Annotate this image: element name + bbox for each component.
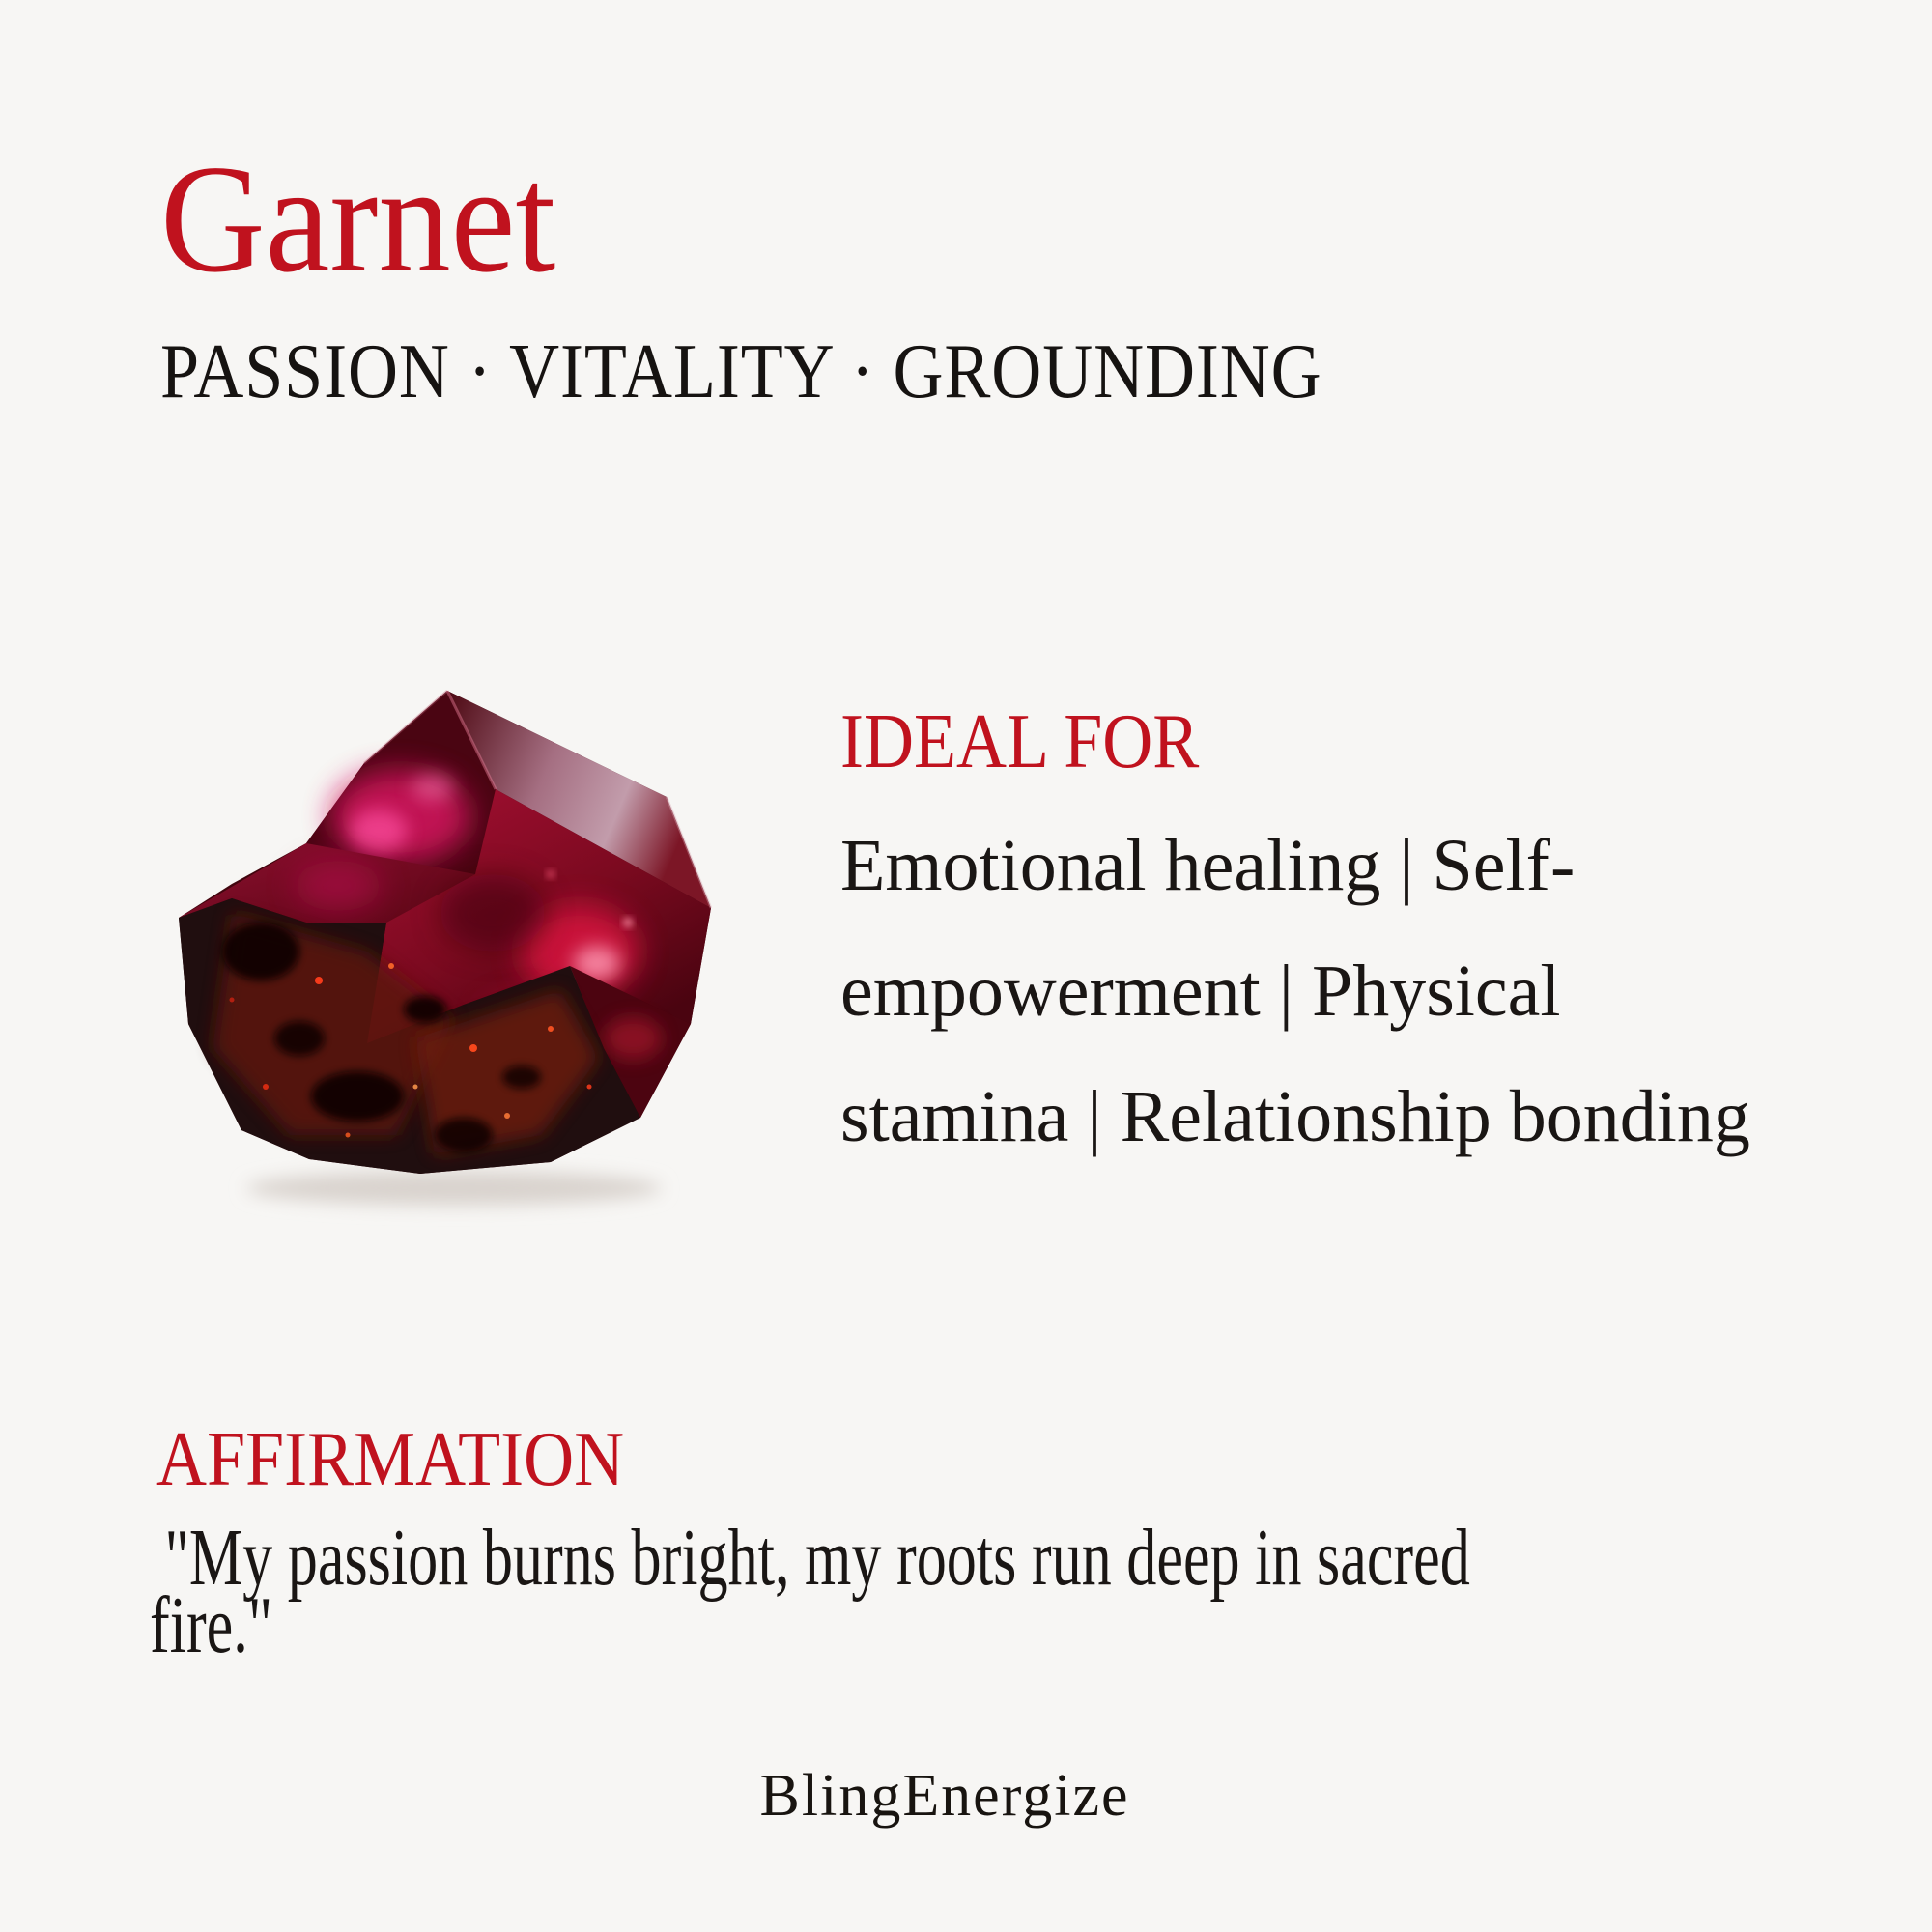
affirmation-heading-text: AFFIRMATION: [156, 1417, 625, 1502]
ideal-for-heading-text: IDEAL FOR: [840, 699, 1200, 784]
ideal-for-line-1: Emotional healing | Self-: [840, 825, 1576, 906]
affirmation-quote-line-1: [150, 1513, 1932, 1603]
ideal-for-list: [840, 803, 1750, 1179]
page-title: [160, 132, 581, 304]
ideal-for-heading: [840, 699, 1239, 784]
keywords-subtitle-text: PASSION · VITALITY · GROUNDING: [160, 329, 1322, 414]
affirmation-quote-line-1-text: "My passion burns bright, my roots run deep in sacred: [150, 1513, 1470, 1603]
page-title-text: Garnet: [160, 132, 556, 304]
ideal-for-line-3: stamina | Relationship bonding: [840, 1076, 1750, 1157]
keywords-subtitle: [160, 329, 1451, 414]
ideal-for-line-2: empowerment | Physical: [840, 951, 1561, 1032]
brand-logo-text: BlingEnergize: [759, 1763, 1130, 1829]
affirmation-quote-line-2-text: fire.": [150, 1580, 273, 1670]
garnet-crystal-photo: [174, 633, 753, 1251]
affirmation-quote-line-2: [150, 1580, 316, 1670]
affirmation-heading: [156, 1417, 676, 1502]
